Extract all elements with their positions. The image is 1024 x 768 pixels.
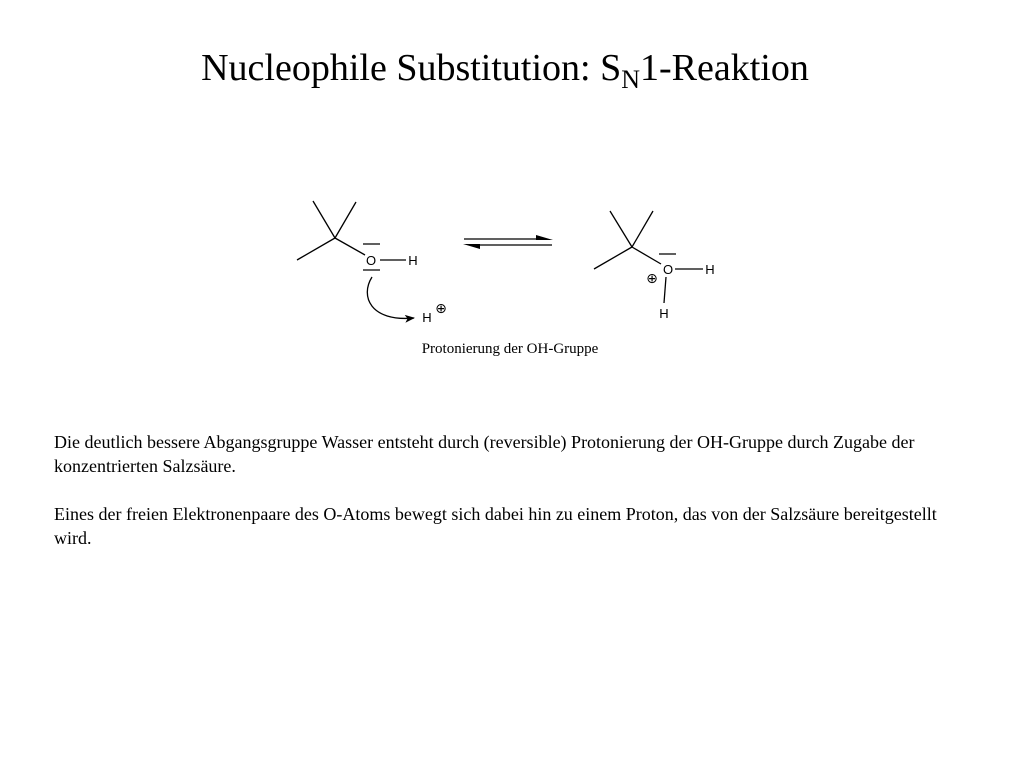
right-bond-o-h-bottom	[664, 277, 666, 303]
electron-pair-arrow	[367, 277, 414, 318]
title-prefix: Nucleophile Substitution: S	[201, 47, 622, 89]
left-bond-methyl-upper-left	[313, 201, 335, 238]
paragraph-leaving-group: Die deutlich bessere Abgangsgruppe Wasser entsteht durch (reversible) Protonierung der OH-Gruppe durch Zugabe der konzentrierten Salzsäure.	[54, 432, 915, 476]
left-bond-methyl-lower-left	[297, 238, 335, 260]
right-bond-c-o	[632, 247, 661, 264]
left-hydrogen-label: H	[408, 253, 418, 268]
right-bond-methyl-upper-left	[610, 211, 632, 247]
left-oxygen-label: O	[365, 253, 377, 268]
diagram-caption: Protonierung der OH-Gruppe	[421, 341, 599, 357]
left-molecule	[297, 201, 406, 270]
explanation-text	[54, 430, 954, 574]
left-bond-c-o	[335, 238, 365, 255]
right-bond-methyl-lower-left	[594, 247, 632, 269]
right-hydrogen-bottom-label: H	[659, 306, 669, 321]
forward-arrow-head	[536, 235, 553, 240]
proton-hydrogen-label: H	[422, 310, 432, 325]
title-suffix: 1-Reaktion	[640, 47, 809, 89]
paragraph-electron-pair: Eines der freien Elektronenpaare des O-Atoms bewegt sich dabei hin zu einem Proton, das von der Salzsäure bereitgestellt wird.	[54, 504, 937, 548]
reverse-arrow-head	[463, 244, 480, 249]
proton-charge-label: ⊕	[435, 301, 447, 317]
right-bond-methyl-upper-right	[632, 211, 653, 247]
title-subscript: N	[621, 65, 641, 94]
equilibrium-arrows	[463, 235, 553, 249]
right-hydrogen-right-label: H	[705, 262, 715, 277]
left-bond-methyl-upper-right	[335, 202, 356, 238]
right-molecule	[594, 211, 703, 303]
right-charge-label: ⊕	[646, 271, 658, 287]
right-oxygen-label: O	[662, 262, 674, 277]
